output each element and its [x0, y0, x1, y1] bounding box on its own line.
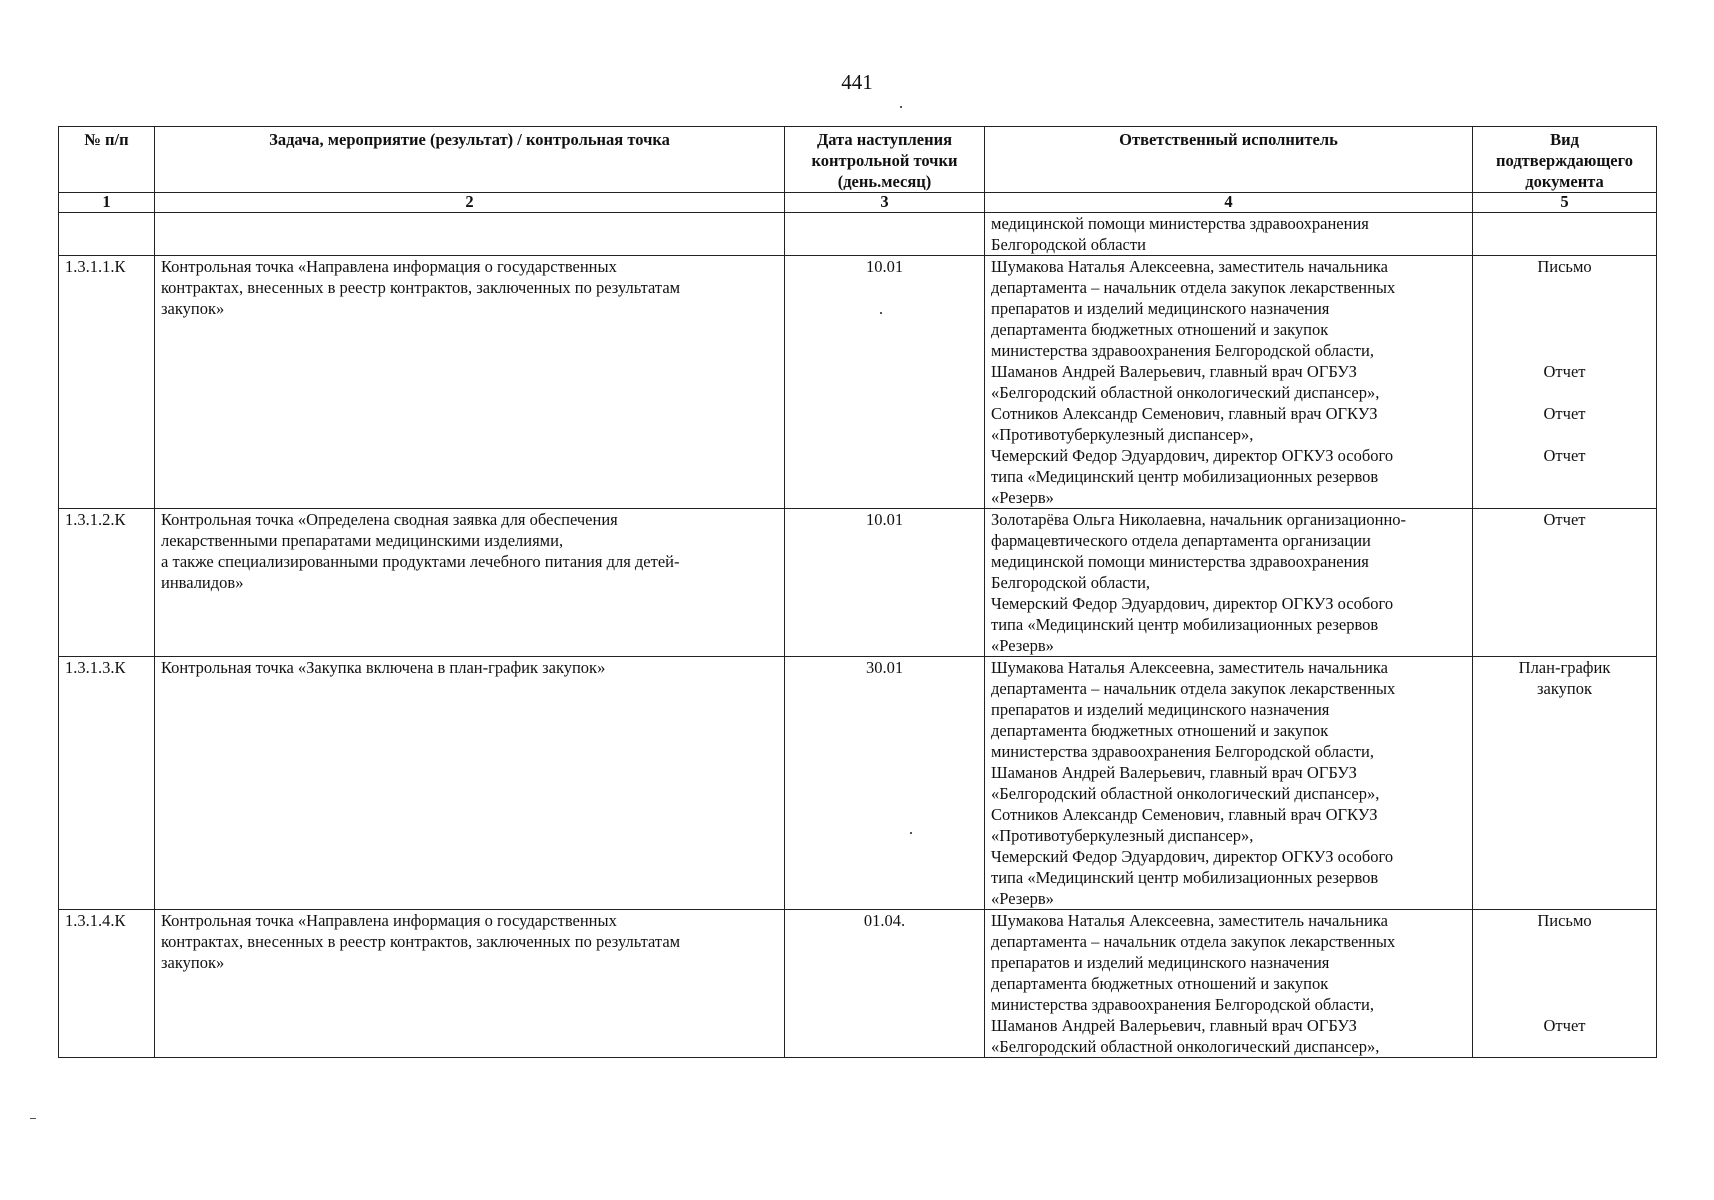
header-doc-line: Вид — [1550, 130, 1579, 149]
executor-line: департамента бюджетных отношений и закупок — [991, 320, 1329, 339]
cell-date: 01.04. — [785, 910, 985, 1058]
executor-line: департамента – начальник отдела закупок лекарственных — [991, 932, 1396, 951]
header-doc-line: документа — [1525, 172, 1604, 191]
executor-line: Чемерский Федор Эдуардович, директор ОГКУЗ особого — [991, 446, 1394, 465]
executor-line: министерства здравоохранения Белгородской области, — [991, 341, 1374, 360]
task-line: контрактах, внесенных в реестр контрактов, заключенных по результатам — [161, 932, 681, 951]
executor-line: медицинской помощи министерства здравоохранения — [991, 552, 1369, 571]
doc-type-line: закупок — [1537, 679, 1592, 698]
cell-doc — [1473, 910, 1657, 1058]
table-row — [59, 256, 1657, 509]
task-line: Контрольная точка «Определена сводная заявка для обеспечения — [161, 510, 618, 529]
executor-line: «Белгородский областной онкологический диспансер», — [991, 784, 1380, 803]
executor-line: типа «Медицинский центр мобилизационных резервов — [991, 615, 1379, 634]
doc-type-line: Письмо — [1537, 911, 1592, 930]
executor-line: Чемерский Федор Эдуардович, директор ОГКУЗ особого — [991, 594, 1394, 613]
executor-line: препаратов и изделий медицинского назначения — [991, 700, 1330, 719]
cell-task — [155, 657, 785, 910]
doc-type-line: План-график — [1518, 658, 1611, 677]
header-num: № п/п — [59, 127, 155, 193]
cell-num: 1.3.1.3.К — [59, 657, 155, 910]
executor-line: Шаманов Андрей Валерьевич, главный врач ОГБУЗ — [991, 362, 1357, 381]
executor-line: типа «Медицинский центр мобилизационных резервов — [991, 467, 1379, 486]
cell-date: 30.01 — [785, 657, 985, 910]
executor-line: Шумакова Наталья Алексеевна, заместитель начальника — [991, 658, 1388, 677]
doc-spacer — [1479, 973, 1650, 994]
doc-spacer — [1479, 298, 1650, 319]
page-number: 441 — [841, 70, 873, 94]
cell-doc — [1473, 657, 1657, 910]
executor-line: «Резерв» — [991, 488, 1054, 507]
cell-date: 10.01 — [785, 509, 985, 657]
cell-task — [155, 256, 785, 509]
doc-spacer — [1479, 424, 1650, 445]
doc-spacer — [1479, 952, 1650, 973]
task-line: Контрольная точка «Направлена информация о государственных — [161, 911, 617, 930]
executor-line: типа «Медицинский центр мобилизационных резервов — [991, 868, 1379, 887]
scan-speck — [900, 106, 902, 108]
cell-date: 10.01 — [785, 256, 985, 509]
doc-type-line: Письмо — [1537, 257, 1592, 276]
header-date — [785, 127, 985, 193]
cell-doc — [1473, 509, 1657, 657]
doc-type-line: Отчет — [1543, 446, 1586, 465]
executor-line: «Резерв» — [991, 889, 1054, 908]
cell-task — [155, 910, 785, 1058]
header-row — [59, 127, 1657, 193]
executor-line: медицинской помощи министерства здравоохранения — [991, 214, 1369, 233]
cell-executor — [985, 657, 1473, 910]
executor-line: департамента бюджетных отношений и закупок — [991, 974, 1329, 993]
executor-line: министерства здравоохранения Белгородской области, — [991, 995, 1374, 1014]
header-doc-line: подтверждающего — [1496, 151, 1633, 170]
executor-line: Золотарёва Ольга Николаевна, начальник организационно- — [991, 510, 1407, 529]
executor-line: Сотников Александр Семенович, главный врач ОГКУЗ — [991, 404, 1378, 423]
cell-num: 1.3.1.2.К — [59, 509, 155, 657]
doc-type-line: Отчет — [1543, 404, 1586, 423]
header-date-line: (день.месяц) — [837, 172, 932, 191]
column-number-row — [59, 193, 1657, 213]
header-executor: Ответственный исполнитель — [985, 127, 1473, 193]
cell-executor — [985, 256, 1473, 509]
doc-spacer — [1479, 319, 1650, 340]
doc-spacer — [1479, 382, 1650, 403]
executor-line: департамента бюджетных отношений и закупок — [991, 721, 1329, 740]
column-number: 3 — [785, 193, 985, 213]
executor-line: «Противотуберкулезный диспансер», — [991, 425, 1254, 444]
executor-line: «Белгородский областной онкологический диспансер», — [991, 383, 1380, 402]
executor-line: министерства здравоохранения Белгородской области, — [991, 742, 1374, 761]
executor-line: Белгородской области — [991, 235, 1146, 254]
cell-executor — [985, 213, 1473, 256]
column-number: 5 — [1473, 193, 1657, 213]
task-line: Контрольная точка «Направлена информация о государственных — [161, 257, 617, 276]
task-line: инвалидов» — [161, 573, 244, 592]
plan-table — [58, 126, 1657, 1058]
doc-type-line: Отчет — [1543, 1016, 1586, 1035]
doc-type-line: Отчет — [1543, 362, 1586, 381]
header-doc — [1473, 127, 1657, 193]
executor-line: Шумакова Наталья Алексеевна, заместитель начальника — [991, 911, 1388, 930]
column-number: 1 — [59, 193, 155, 213]
column-number: 2 — [155, 193, 785, 213]
executor-line: Шаманов Андрей Валерьевич, главный врач ОГБУЗ — [991, 763, 1357, 782]
cell-num — [59, 213, 155, 256]
header-date-line: контрольной точки — [811, 151, 958, 170]
executor-line: «Резерв» — [991, 636, 1054, 655]
header-date-line: Дата наступления — [816, 130, 953, 149]
cell-doc — [1473, 213, 1657, 256]
table-row — [59, 657, 1657, 910]
executor-line: препаратов и изделий медицинского назначения — [991, 299, 1330, 318]
task-line: а также специализированными продуктами лечебного питания для детей- — [161, 552, 680, 571]
cell-num: 1.3.1.1.К — [59, 256, 155, 509]
doc-spacer — [1479, 994, 1650, 1015]
continuation-row — [59, 213, 1657, 256]
column-number: 4 — [985, 193, 1473, 213]
executor-line: Белгородской области, — [991, 573, 1151, 592]
cell-num: 1.3.1.4.К — [59, 910, 155, 1058]
doc-spacer — [1479, 277, 1650, 298]
cell-doc — [1473, 256, 1657, 509]
executor-line: препаратов и изделий медицинского назначения — [991, 953, 1330, 972]
header-task: Задача, мероприятие (результат) / контрольная точка — [155, 127, 785, 193]
cell-task — [155, 509, 785, 657]
executor-line: «Белгородский областной онкологический диспансер», — [991, 1037, 1380, 1056]
executor-line: департамента – начальник отдела закупок лекарственных — [991, 278, 1396, 297]
executor-line: фармацевтического отдела департамента организации — [991, 531, 1371, 550]
task-line: закупок» — [161, 299, 225, 318]
cell-executor — [985, 509, 1473, 657]
table-row — [59, 509, 1657, 657]
cell-date — [785, 213, 985, 256]
cell-task — [155, 213, 785, 256]
scan-mark — [30, 1118, 36, 1119]
task-line: закупок» — [161, 953, 225, 972]
executor-line: «Противотуберкулезный диспансер», — [991, 826, 1254, 845]
doc-spacer — [1479, 931, 1650, 952]
task-line: Контрольная точка «Закупка включена в план-график закупок» — [161, 658, 606, 677]
table-row — [59, 910, 1657, 1058]
executor-line: Сотников Александр Семенович, главный врач ОГКУЗ — [991, 805, 1378, 824]
task-line: контрактах, внесенных в реестр контрактов, заключенных по результатам — [161, 278, 681, 297]
executor-line: Чемерский Федор Эдуардович, директор ОГКУЗ особого — [991, 847, 1394, 866]
cell-executor — [985, 910, 1473, 1058]
executor-line: департамента – начальник отдела закупок лекарственных — [991, 679, 1396, 698]
doc-type-line: Отчет — [1543, 510, 1586, 529]
executor-line: Шаманов Андрей Валерьевич, главный врач ОГБУЗ — [991, 1016, 1357, 1035]
task-line: лекарственными препаратами медицинскими изделиями, — [161, 531, 564, 550]
executor-line: Шумакова Наталья Алексеевна, заместитель начальника — [991, 257, 1388, 276]
doc-spacer — [1479, 340, 1650, 361]
